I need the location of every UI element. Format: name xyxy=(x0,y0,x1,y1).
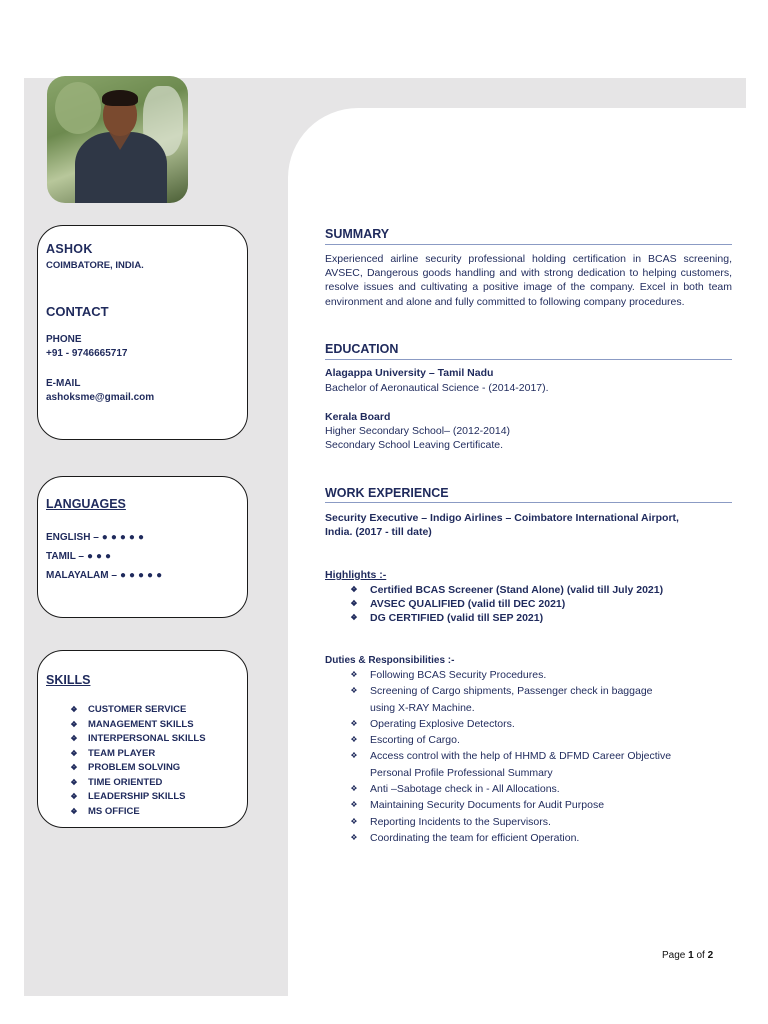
diamond-bullet-icon: ❖ xyxy=(350,613,358,622)
list-item: ❖ Access control with the help of HHMD & DFMD Career Objective xyxy=(348,748,671,764)
page-number: Page 1 of 2 xyxy=(662,950,714,961)
diamond-bullet-icon: ❖ xyxy=(70,763,78,772)
list-item: ❖ Following BCAS Security Procedures. xyxy=(348,667,671,683)
list-item: ❖ Screening of Cargo shipments, Passenger check in baggage xyxy=(348,683,671,699)
summary-text: Experienced airline security professional holding certification in BCAS screening, AVSEC, Dangerous goods handling and with strong dedication to helping customers, resolve issues and cultivating a positive image of the company. Excel in both team environment and alone and fully committed to following company procedures. xyxy=(325,253,732,308)
list-item: ❖ INTERPERSONAL SKILLS xyxy=(68,732,206,747)
diamond-bullet-icon: ❖ xyxy=(350,599,358,608)
list-item: using X-RAY Machine. xyxy=(370,701,475,714)
list-item: ❖ MS OFFICE xyxy=(68,805,206,820)
language-malayalam xyxy=(46,570,165,581)
section-divider xyxy=(325,244,732,245)
list-item: ❖ Maintaining Security Documents for Audit Purpose xyxy=(348,797,671,813)
education-detail: Higher Secondary School– (2012-2014) xyxy=(325,425,511,437)
language-english xyxy=(46,532,147,543)
diamond-bullet-icon: ❖ xyxy=(350,832,358,842)
job-role-line: India. (2017 - till date) xyxy=(325,526,432,538)
list-item: ❖ MANAGEMENT SKILLS xyxy=(68,718,206,733)
highlights-list xyxy=(348,583,663,625)
diamond-bullet-icon: ❖ xyxy=(70,806,78,816)
languages-heading: LANGUAGES xyxy=(46,497,126,511)
list-item: ❖ Operating Explosive Detectors. xyxy=(348,716,671,732)
list-item: ❖ Reporting Incidents to the Supervisors. xyxy=(348,814,671,830)
language-label: MALAYALAM – xyxy=(46,570,117,581)
phone-label: PHONE xyxy=(46,334,82,345)
contact-heading: CONTACT xyxy=(46,304,109,319)
email-link[interactable]: ashoksme@gmail.com xyxy=(46,392,155,403)
phone-value: +91 - 9746665717 xyxy=(46,348,128,359)
education-detail: Bachelor of Aeronautical Science - (2014-2017). xyxy=(325,382,549,394)
list-item: ❖ TEAM PLAYER xyxy=(68,747,206,762)
list-item: ❖ Coordinating the team for efficient Operation. xyxy=(348,830,671,846)
education-heading: EDUCATION xyxy=(325,342,399,356)
education-detail: Secondary School Leaving Certificate. xyxy=(325,439,504,451)
job-role-line: Security Executive – Indigo Airlines – Coimbatore International Airport, xyxy=(325,512,679,524)
list-item: ❖ Certified BCAS Screener (Stand Alone) (valid till July 2021) xyxy=(348,583,663,597)
languages-card xyxy=(37,476,248,618)
diamond-bullet-icon: ❖ xyxy=(350,816,358,826)
diamond-bullet-icon: ❖ xyxy=(70,734,78,743)
education-institution: Kerala Board xyxy=(325,411,391,423)
language-label: ENGLISH – xyxy=(46,532,99,543)
list-item: Personal Profile Professional Summary xyxy=(370,766,553,779)
candidate-name: ASHOK xyxy=(46,242,93,256)
skills-list xyxy=(68,703,206,819)
list-item: ❖ TIME ORIENTED xyxy=(68,776,206,791)
skills-card xyxy=(37,650,248,828)
diamond-bullet-icon: ❖ xyxy=(70,748,78,758)
list-item: ❖ Escorting of Cargo. xyxy=(348,732,671,748)
diamond-bullet-icon: ❖ xyxy=(350,686,358,696)
contact-card xyxy=(37,225,248,440)
proficiency-dots: ●●●●● xyxy=(119,570,166,581)
diamond-bullet-icon: ❖ xyxy=(350,585,358,594)
summary-heading: SUMMARY xyxy=(325,227,390,241)
diamond-bullet-icon: ❖ xyxy=(350,735,358,745)
diamond-bullet-icon: ❖ xyxy=(70,777,78,787)
skills-heading: SKILLS xyxy=(46,673,91,687)
list-item: ❖ PROBLEM SOLVING xyxy=(68,761,206,776)
diamond-bullet-icon: ❖ xyxy=(350,784,358,794)
duties-list xyxy=(348,667,671,846)
duties-heading: Duties & Responsibilities :- xyxy=(325,655,455,666)
diamond-bullet-icon: ❖ xyxy=(70,792,78,801)
highlights-heading: Highlights :- xyxy=(325,569,387,581)
diamond-bullet-icon: ❖ xyxy=(350,800,358,810)
content-panel xyxy=(288,108,768,1024)
list-item: ❖ LEADERSHIP SKILLS xyxy=(68,790,206,805)
education-institution: Alagappa University – Tamil Nadu xyxy=(325,367,494,379)
email-label: E-MAIL xyxy=(46,378,81,389)
work-experience-heading: WORK EXPERIENCE xyxy=(325,486,449,500)
language-tamil xyxy=(46,551,114,562)
diamond-bullet-icon: ❖ xyxy=(350,718,358,728)
candidate-location: COIMBATORE, INDIA. xyxy=(46,260,144,271)
section-divider xyxy=(325,502,732,503)
list-item: ❖ Anti –Sabotage check in - All Allocations. xyxy=(348,781,671,797)
language-label: TAMIL – xyxy=(46,551,84,562)
proficiency-dots: ●●●●● xyxy=(101,532,147,543)
list-item: ❖ AVSEC QUALIFIED (valid till DEC 2021) xyxy=(348,597,663,611)
diamond-bullet-icon: ❖ xyxy=(350,751,358,761)
diamond-bullet-icon: ❖ xyxy=(70,719,78,729)
diamond-bullet-icon: ❖ xyxy=(70,705,78,714)
proficiency-dots: ●●● xyxy=(86,551,115,562)
profile-photo xyxy=(47,76,188,203)
list-item: ❖ CUSTOMER SERVICE xyxy=(68,703,206,718)
list-item: ❖ DG CERTIFIED (valid till SEP 2021) xyxy=(348,611,663,625)
diamond-bullet-icon: ❖ xyxy=(350,670,358,679)
section-divider xyxy=(325,359,732,360)
